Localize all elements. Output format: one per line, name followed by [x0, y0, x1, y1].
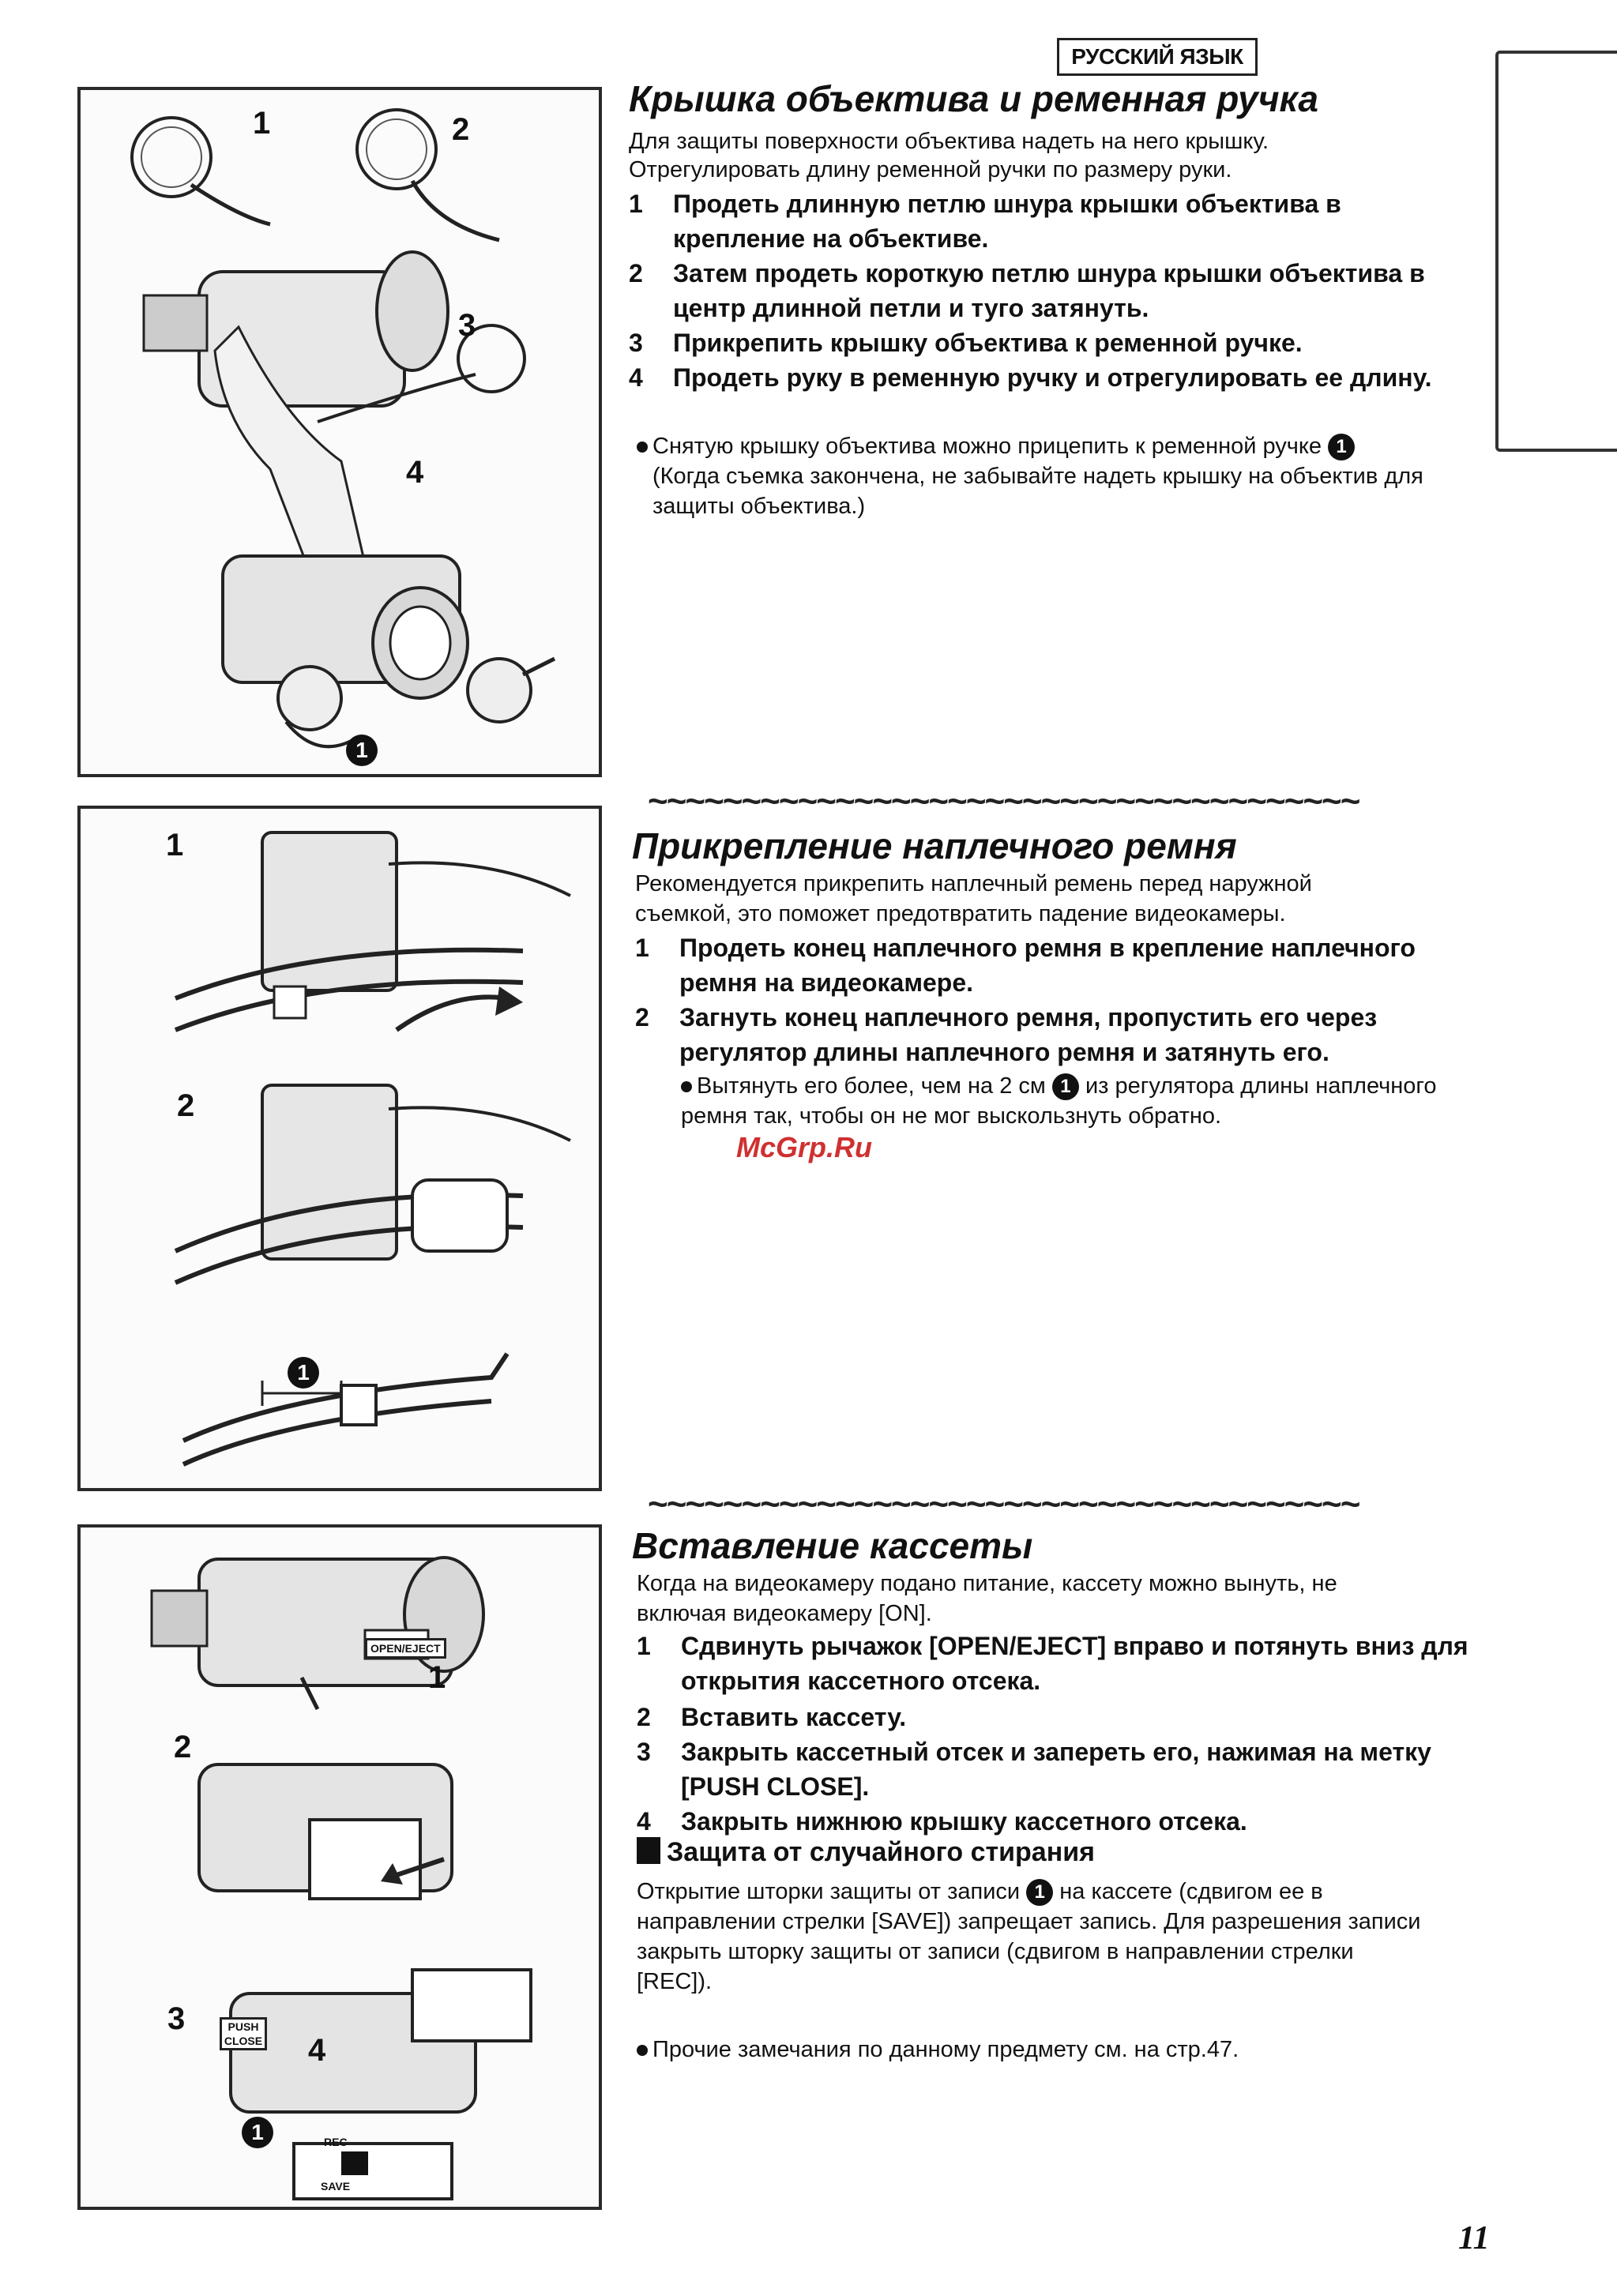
close-text: CLOSE — [224, 2035, 263, 2047]
figure-callout-1: 1 — [242, 2117, 273, 2148]
figure-label-2: 2 — [174, 1730, 192, 1764]
step-text: Продеть длинную петлю шнура крышки объектива в крепление на объективе. — [673, 190, 1341, 253]
language-tab: РУССКИЙ ЯЗЫК — [1057, 38, 1258, 76]
figure-shoulder-strap — [77, 806, 602, 1491]
figure-cassette — [77, 1524, 602, 2210]
lens-cap-illustration — [81, 90, 599, 774]
step-text: Продеть конец наплечного ремня в крепление наплечного ремня на видеокамере. — [679, 934, 1416, 997]
note-text: Снятую крышку объектива можно прицепить к ременной ручке — [652, 434, 1322, 459]
subhead-text: Защита от случайного стирания — [667, 1837, 1095, 1867]
figure-label-2: 2 — [452, 112, 470, 147]
step-text: Закрыть нижнюю крышку кассетного отсека. — [681, 1807, 1247, 1836]
note-text-b: из регулятора длины наплечного ремня так, чтобы он не мог выскользнуть обратно. — [681, 1073, 1437, 1129]
figure-lens-cap — [77, 87, 602, 777]
figure-label-3: 3 — [458, 308, 476, 343]
square-marker-icon — [637, 1837, 660, 1864]
push-close-label — [220, 2017, 267, 2050]
section1-intro-line2: Отрегулировать длину ременной ручки по размеру руки. — [629, 157, 1232, 182]
figure-label-4: 4 — [406, 455, 424, 490]
section2-note — [681, 1071, 1455, 1131]
section3-step-1 — [637, 1629, 1474, 1698]
bullet-icon — [637, 2045, 648, 2056]
bullet-icon — [681, 1081, 692, 1092]
figure-callout-1: 1 — [346, 735, 378, 766]
section1-step-1 — [629, 186, 1450, 256]
shoulder-strap-illustration — [81, 809, 599, 1488]
step-text: Загнуть конец наплечного ремня, пропустить его через регулятор длины наплечного ремня и затянуть его. — [679, 1003, 1378, 1066]
rec-label: REC — [324, 2136, 348, 2148]
step-number: 2 — [635, 1003, 649, 1032]
figure-label-1: 1 — [428, 1660, 446, 1695]
section2-intro: Рекомендуется прикрепить наплечный ремень перед наружной съемкой, это поможет предотвратить падение видеокамеры. — [635, 871, 1312, 926]
step-text: Сдвинуть рычажок [OPEN/EJECT] вправо и потянуть вниз для открытия кассетного отсека. — [681, 1632, 1468, 1695]
step-text: Закрыть кассетный отсек и запереть его, нажимая на метку [PUSH CLOSE]. — [681, 1738, 1431, 1801]
step-text: Вставить кассету. — [681, 1703, 907, 1731]
figure-label-4: 4 — [308, 2033, 326, 2068]
section1-note-b: (Когда съемка закончена, не забывайте надеть крышку на объектив для защиты объектива.) — [652, 464, 1423, 519]
step-number: 2 — [637, 1703, 651, 1731]
step-number: 1 — [629, 190, 643, 218]
step-text: Затем продеть короткую петлю шнура крышки объектива в центр длинной петли и туго затянуть. — [673, 259, 1425, 322]
step-number: 2 — [629, 259, 643, 287]
open-eject-text: OPEN/EJECT — [370, 1642, 441, 1655]
section3-title: Вставление кассеты — [632, 1525, 1033, 1566]
figure-label-3: 3 — [167, 2001, 186, 2036]
section1-step-2 — [629, 256, 1450, 325]
callout-icon: 1 — [1026, 1879, 1053, 1906]
protect-text-b: на кассете (сдвигом ее в направлении стрелки [SAVE]) запрещает запись. Для разрешения записи закрыть шторку защиты от записи (сдвигом в направлении стрелки [REC]). — [637, 1879, 1421, 1994]
section-divider: ~~~~~~~~~~~~~~~~~~~~~~~~~~~~~~~~~~~~~~ — [648, 782, 1359, 821]
figure-label-1: 1 — [253, 106, 271, 141]
section3-step-2 — [637, 1700, 1474, 1734]
section3-step-3 — [637, 1734, 1474, 1804]
step-number: 4 — [637, 1807, 651, 1836]
step-number: 1 — [637, 1632, 651, 1660]
step-number: 3 — [637, 1738, 651, 1766]
section3-step-4 — [637, 1804, 1474, 1839]
page-number: 11 — [1458, 2220, 1490, 2257]
step-text: Прикрепить крышку объектива к ременной ручке. — [673, 329, 1303, 357]
section3-other-note — [637, 2035, 1427, 2065]
side-tab-frame — [1495, 51, 1617, 452]
callout-icon: 1 — [1328, 434, 1355, 460]
section1-title: Крышка объектива и ременная ручка — [629, 78, 1318, 119]
callout-icon: 1 — [1052, 1073, 1079, 1100]
step-number: 1 — [635, 934, 649, 962]
other-note-text: Прочие замечания по данному предмету см. на стр.47. — [652, 2037, 1239, 2062]
section1-note-a — [637, 431, 1506, 461]
bullet-icon — [637, 442, 648, 453]
figure-label-1: 1 — [166, 828, 184, 862]
section2-step-1 — [635, 930, 1472, 1000]
protect-text-a: Открытие шторки защиты от записи — [637, 1879, 1021, 1904]
step-number: 3 — [629, 329, 643, 357]
watermark: McGrp.Ru — [736, 1131, 873, 1163]
section3-subhead — [637, 1837, 1095, 1868]
section2-step-2 — [635, 1000, 1472, 1069]
section3-protect-note — [637, 1877, 1427, 1997]
section3-intro: Когда на видеокамеру подано питание, кассету можно вынуть, не включая видеокамеру [ON]. — [637, 1571, 1337, 1626]
section-divider: ~~~~~~~~~~~~~~~~~~~~~~~~~~~~~~~~~~~~~~ — [648, 1485, 1359, 1524]
note-text-a: Вытянуть его более, чем на 2 см — [697, 1073, 1046, 1099]
section1-intro-line1: Для защиты поверхности объектива надеть на него крышку. — [629, 129, 1269, 154]
section2-title: Прикрепление наплечного ремня — [632, 825, 1237, 866]
open-eject-label — [365, 1638, 446, 1659]
step-number: 4 — [629, 363, 643, 392]
section1-step-3 — [629, 325, 1450, 360]
figure-label-2: 2 — [177, 1088, 195, 1123]
figure-callout-1: 1 — [288, 1357, 319, 1388]
step-text: Продеть руку в ременную ручку и отрегулировать ее длину. — [673, 363, 1432, 392]
push-text: PUSH — [228, 2020, 259, 2033]
save-label: SAVE — [321, 2180, 351, 2193]
cassette-illustration — [81, 1528, 599, 2207]
section1-step-4 — [629, 360, 1450, 395]
